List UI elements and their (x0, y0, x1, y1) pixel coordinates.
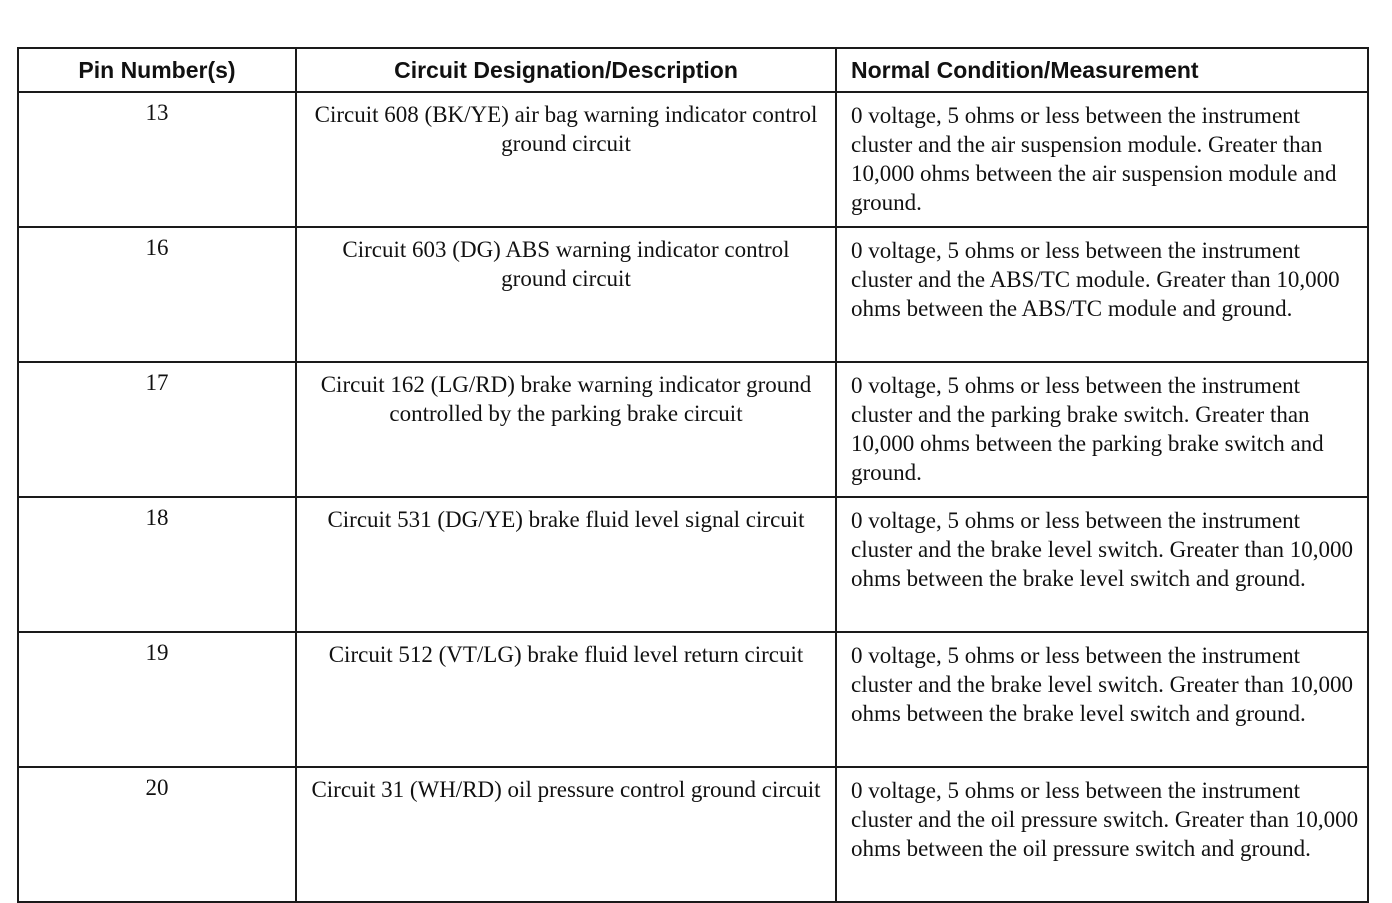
circuit-description-cell: Circuit 31 (WH/RD) oil pressure control ground circuit (296, 767, 836, 902)
table-row (18, 632, 1368, 767)
header-row (18, 48, 1368, 92)
pin-circuit-table (17, 47, 1369, 903)
header-circuit-description: Circuit Designation/Description (296, 48, 836, 92)
pin-number-cell: 18 (18, 497, 296, 632)
circuit-description-cell: Circuit 608 (BK/YE) air bag warning indicator control ground circuit (296, 92, 836, 227)
header-pin-numbers: Pin Number(s) (18, 48, 296, 92)
normal-condition-cell: 0 voltage, 5 ohms or less between the instrument cluster and the parking brake switch. Greater than 10,000 ohms between the parking brake switch and ground. (836, 362, 1368, 497)
circuit-description-cell: Circuit 512 (VT/LG) brake fluid level return circuit (296, 632, 836, 767)
circuit-description-cell: Circuit 531 (DG/YE) brake fluid level signal circuit (296, 497, 836, 632)
pin-number-cell: 17 (18, 362, 296, 497)
circuit-description-cell: Circuit 603 (DG) ABS warning indicator control ground circuit (296, 227, 836, 362)
pin-number-cell: 16 (18, 227, 296, 362)
table-row (18, 362, 1368, 497)
pin-number-cell: 19 (18, 632, 296, 767)
pin-number-cell: 20 (18, 767, 296, 902)
circuit-description-cell: Circuit 162 (LG/RD) brake warning indicator ground controlled by the parking brake circuit (296, 362, 836, 497)
table-row (18, 497, 1368, 632)
header-normal-condition: Normal Condition/Measurement (836, 48, 1368, 92)
normal-condition-cell: 0 voltage, 5 ohms or less between the instrument cluster and the oil pressure switch. Greater than 10,000 ohms between the oil pressure switch and ground. (836, 767, 1368, 902)
normal-condition-cell: 0 voltage, 5 ohms or less between the instrument cluster and the brake level switch. Greater than 10,000 ohms between the brake level switch and ground. (836, 497, 1368, 632)
normal-condition-cell: 0 voltage, 5 ohms or less between the instrument cluster and the brake level switch. Greater than 10,000 ohms between the brake level switch and ground. (836, 632, 1368, 767)
table-row (18, 767, 1368, 902)
table-header (18, 48, 1368, 92)
pin-number-cell: 13 (18, 92, 296, 227)
normal-condition-cell: 0 voltage, 5 ohms or less between the instrument cluster and the ABS/TC module. Greater than 10,000 ohms between the ABS/TC module and ground. (836, 227, 1368, 362)
table-row (18, 92, 1368, 227)
table-body (18, 92, 1368, 902)
normal-condition-cell: 0 voltage, 5 ohms or less between the instrument cluster and the air suspension module. Greater than 10,000 ohms between the air suspension module and ground. (836, 92, 1368, 227)
table-row (18, 227, 1368, 362)
